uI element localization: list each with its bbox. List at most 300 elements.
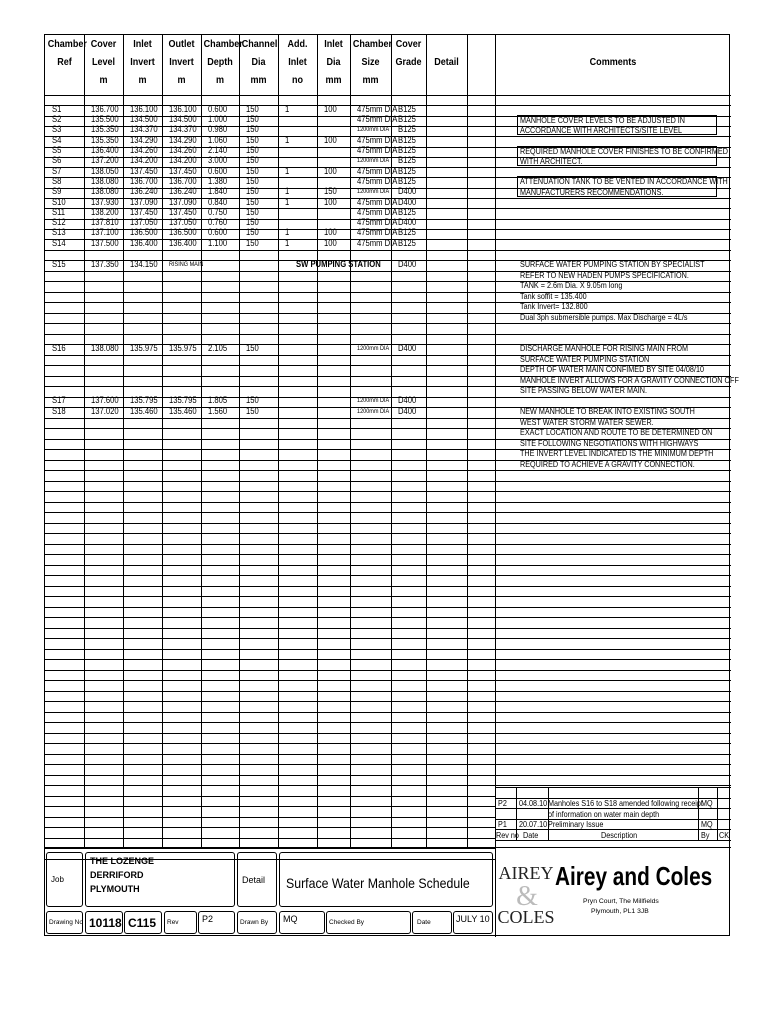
table-cell: S5 <box>52 145 62 155</box>
row-divider <box>45 302 731 303</box>
table-cell: 475mm DIA <box>357 103 398 114</box>
table-cell: 137.810 <box>91 217 119 228</box>
row-divider <box>45 775 731 776</box>
table-cell: 150 <box>246 395 259 405</box>
table-cell: 134.260 <box>169 145 197 155</box>
table-cell: B125 <box>398 175 416 186</box>
table-cell: B125 <box>398 103 416 114</box>
table-cell: 1.060 <box>208 134 228 145</box>
column-header-line: m <box>177 74 186 86</box>
table-cell: S8 <box>52 175 62 186</box>
comment-line: ATTENUATION TANK TO BE VENTED IN ACCORDANCE WITH <box>520 176 728 187</box>
table-cell: 138.080 <box>91 175 119 186</box>
column-header <box>281 35 315 89</box>
row-divider <box>45 470 731 471</box>
comment-line: MANUFACTURERS RECOMMENDATIONS. <box>520 186 664 197</box>
revision-header: CK <box>719 829 730 840</box>
comment-line: MANHOLE COVER LEVELS TO BE ADJUSTED IN <box>520 114 686 125</box>
column-header-line <box>429 71 464 89</box>
table-cell: B125 <box>398 155 416 166</box>
table-cell: 136.240 <box>169 186 197 197</box>
table-cell: 150 <box>246 175 259 186</box>
table-cell: S17 <box>52 395 66 405</box>
table-cell: 1200mm DIA <box>357 407 390 415</box>
table-cell: 135.975 <box>130 342 158 353</box>
column-header-line: m <box>138 74 147 86</box>
revision-description: of information on water main depth <box>548 808 660 819</box>
row-divider <box>45 670 731 671</box>
table-cell: 100 <box>324 237 337 248</box>
table-cell: B125 <box>398 124 416 135</box>
row-divider <box>45 659 731 660</box>
table-cell: S3 <box>52 124 62 135</box>
table-cell: 100 <box>324 196 337 207</box>
table-cell: 135.795 <box>130 395 158 405</box>
table-cell: S14 <box>52 237 66 248</box>
table-cell: 1.380 <box>208 175 228 186</box>
column-header-line <box>429 89 464 107</box>
rev-label: Rev <box>167 919 179 926</box>
row-divider <box>45 575 731 576</box>
row-divider <box>45 607 731 608</box>
table-cell: B125 <box>398 145 416 155</box>
comment-line: WEST WATER STORM WATER SEWER. <box>520 416 654 427</box>
row-divider <box>45 722 731 723</box>
table-cell: 475mm DIA <box>357 237 398 248</box>
table-cell: 137.450 <box>169 165 197 176</box>
table-cell: 150 <box>246 155 259 166</box>
table-cell: 150 <box>246 227 259 238</box>
column-header <box>319 35 347 89</box>
column-header-line <box>393 71 423 89</box>
table-cell: 137.930 <box>91 196 119 207</box>
column-header-line <box>469 53 493 71</box>
row-divider <box>45 565 731 566</box>
table-cell: 0.750 <box>208 206 228 217</box>
column-header-line: Comments <box>589 56 637 68</box>
title-block-divider <box>495 847 496 937</box>
column-header-line: Inlet <box>324 38 343 50</box>
drawing-title: Surface Water Manhole Schedule <box>286 875 470 891</box>
column-header <box>429 53 464 107</box>
comment-line: Dual 3ph submersible pumps. Max Discharge = 4L/s <box>520 311 688 322</box>
revision-col-divider <box>698 787 699 840</box>
title-block-top <box>45 847 731 848</box>
comment-line: TANK = 2.6m Dia. X 9.05m long <box>520 280 623 290</box>
row-divider <box>45 649 731 650</box>
comment-line: NEW MANHOLE TO BREAK INTO EXISTING SOUTH <box>520 406 695 416</box>
table-cell: 137.500 <box>91 237 119 248</box>
table-cell: 475mm DIA <box>357 165 398 176</box>
drawing-number: 10118 <box>89 916 122 930</box>
comment-line: MANHOLE INVERT ALLOWS FOR A GRAVITY CONNECTION OFF <box>520 374 739 385</box>
table-cell: 135.500 <box>91 114 119 125</box>
table-cell: 1200mm DIA <box>357 126 390 134</box>
column-header-line: Chamber <box>47 38 87 50</box>
revision-description: Preliminary Issue <box>548 819 604 829</box>
table-cell: B125 <box>398 227 416 238</box>
table-cell: 134.290 <box>130 134 158 145</box>
table-cell: 135.460 <box>130 405 158 416</box>
job-line: THE LOZENGE <box>90 856 155 866</box>
checked-by-label: Checked By <box>329 919 365 926</box>
table-cell: 134.260 <box>130 145 158 155</box>
table-cell: 136.400 <box>169 237 197 248</box>
drawn-by-value: MQ <box>283 914 298 924</box>
comment-line: REQUIRED MANHOLE COVER FINISHES TO BE CONFIRMED <box>520 145 728 156</box>
column-header <box>469 35 493 89</box>
column-header-line: Channel <box>241 38 278 50</box>
table-cell: 0.980 <box>208 124 228 135</box>
comment-line: DEPTH OF WATER MAIN CONFIMED BY SITE 04/08/10 <box>520 364 704 374</box>
comment-line: SITE PASSING BELOW WATER MAIN. <box>520 385 648 395</box>
table-cell: 150 <box>246 124 259 135</box>
table-cell: 150 <box>246 103 259 114</box>
table-cell: D400 <box>398 395 417 405</box>
revision-date: 04.08.10 <box>519 798 548 808</box>
table-cell: 136.100 <box>130 103 158 114</box>
table-cell: 1200mm DIA <box>357 188 390 196</box>
column-header-line: Chamber <box>203 38 243 50</box>
row-divider <box>45 596 731 597</box>
row-divider <box>45 712 731 713</box>
logo-bottom: COLES <box>497 907 555 927</box>
logo-top: AIREY <box>498 863 554 883</box>
table-cell: 1.000 <box>208 114 228 125</box>
column-header <box>203 35 243 89</box>
column-header <box>87 35 121 89</box>
column-header <box>165 35 199 89</box>
column-header-line <box>469 35 493 53</box>
revision-header: Description <box>601 829 638 840</box>
revision-number: P1 <box>498 819 507 829</box>
table-cell: 137.450 <box>169 206 197 217</box>
table-cell: 138.080 <box>91 342 119 353</box>
column-header-line: Add. <box>287 38 308 50</box>
row-divider <box>45 680 731 681</box>
table-cell: 134.370 <box>130 124 158 135</box>
row-divider <box>45 544 731 545</box>
table-cell: S13 <box>52 227 66 238</box>
column-header <box>512 53 715 107</box>
drawing-code: C115 <box>128 916 157 930</box>
revision-number: P2 <box>498 798 507 808</box>
column-header-line: Grade <box>395 56 422 68</box>
table-cell: 134.290 <box>169 134 197 145</box>
table-cell: 475mm DIA <box>357 145 398 155</box>
row-divider <box>45 754 731 755</box>
job-line: PLYMOUTH <box>90 884 140 894</box>
table-cell: 138.200 <box>91 206 119 217</box>
row-divider <box>45 523 731 524</box>
table-cell: S12 <box>52 217 66 228</box>
job-label: Job <box>51 875 64 884</box>
detail-label: Detail <box>242 875 266 885</box>
revision-description: Manholes S16 to S18 amended following receipt <box>548 798 703 808</box>
table-cell: 137.090 <box>130 196 158 207</box>
date-label: Date <box>417 919 431 926</box>
column-header-line: mm <box>250 74 267 86</box>
column-header-line: Dia <box>251 56 266 68</box>
row-divider <box>45 806 495 807</box>
table-cell: 150 <box>246 237 259 248</box>
table-cell: B125 <box>398 206 416 217</box>
column-header-line <box>512 71 715 89</box>
table-cell: S18 <box>52 405 66 416</box>
table-cell: 1.805 <box>208 395 228 405</box>
column-header-line: mm <box>325 74 342 86</box>
column-header-line: Inlet <box>288 56 307 68</box>
comment-line: DISCHARGE MANHOLE FOR RISING MAIN FROM <box>520 343 689 353</box>
column-header-line <box>512 89 715 107</box>
table-cell: 1 <box>285 196 290 207</box>
table-cell: 135.795 <box>169 395 197 405</box>
table-cell: 136.400 <box>130 237 158 248</box>
column-header-line: Invert <box>169 56 194 68</box>
table-cell: 150 <box>246 114 259 125</box>
table-cell: 1200mm DIA <box>357 397 390 404</box>
table-cell: 475mm DIA <box>357 206 398 217</box>
table-cell: 1.560 <box>208 405 228 416</box>
row-divider <box>45 701 731 702</box>
column-header-line: Invert <box>130 56 155 68</box>
table-cell: 150 <box>246 165 259 176</box>
column-header <box>352 35 393 89</box>
row-divider <box>45 481 731 482</box>
company-address: Plymouth, PL1 3JB <box>591 908 649 915</box>
table-cell: D400 <box>398 342 417 353</box>
row-divider <box>45 554 731 555</box>
table-cell: 134.500 <box>169 114 197 125</box>
table-cell: 137.350 <box>91 258 119 269</box>
table-cell: 2.140 <box>208 145 228 155</box>
table-cell: 136.500 <box>169 227 197 238</box>
table-cell: 134.200 <box>169 155 197 166</box>
row-divider <box>45 281 731 282</box>
row-divider <box>45 838 495 839</box>
table-cell: S7 <box>52 165 62 176</box>
row-divider <box>45 586 731 587</box>
table-cell: 137.100 <box>91 227 119 238</box>
table-cell: B125 <box>398 134 416 145</box>
row-divider <box>45 691 731 692</box>
comment-line: THE INVERT LEVEL INDICATED IS THE MINIMUM DEPTH <box>520 448 714 458</box>
table-cell: 136.700 <box>91 103 119 114</box>
comment-line: SITE FOLLOWING NEGOTIATIONS WITH HIGHWAYS <box>520 437 699 448</box>
comment-line: WITH ARCHITECT. <box>520 155 583 166</box>
logo-artwork <box>497 853 555 931</box>
table-cell: 136.240 <box>130 186 158 197</box>
revision-by: MQ <box>701 798 713 808</box>
table-cell: RISING MAIN <box>169 260 204 268</box>
row-divider <box>45 512 731 513</box>
comment-line: EXACT LOCATION AND ROUTE TO BE DETERMINED ON <box>520 427 713 437</box>
table-cell: 100 <box>324 165 337 176</box>
table-cell: 150 <box>246 186 259 197</box>
table-cell: 135.975 <box>169 342 197 353</box>
column-header-line: Detail <box>434 56 459 68</box>
table-cell: 136.700 <box>169 175 197 186</box>
table-cell: 475mm DIA <box>357 134 398 145</box>
revision-header: Rev no <box>496 829 519 840</box>
drawing-no-label: Drawing No <box>49 919 83 926</box>
table-cell: 150 <box>246 134 259 145</box>
table-cell: S15 <box>52 258 66 269</box>
table-cell: 136.100 <box>169 103 197 114</box>
column-header-line <box>469 71 493 89</box>
row-divider <box>45 743 731 744</box>
table-cell: 136.400 <box>91 145 119 155</box>
revision-col-divider <box>717 787 718 840</box>
schedule-sheet <box>44 34 739 936</box>
table-cell: S11 <box>52 206 66 217</box>
table-cell: S9 <box>52 186 62 197</box>
column-header <box>126 35 160 89</box>
table-cell: S1 <box>52 103 62 114</box>
table-cell: 136.700 <box>130 175 158 186</box>
column-header-line: Depth <box>207 56 233 68</box>
column-header-line: Inlet <box>133 38 152 50</box>
comment-line: ACCORDANCE WITH ARCHITECTS/SITE LEVEL <box>520 124 683 135</box>
table-cell: D400 <box>398 196 417 207</box>
table-cell: 134.500 <box>130 114 158 125</box>
table-cell: 150 <box>246 196 259 207</box>
row-divider <box>45 796 495 797</box>
table-cell: 100 <box>324 134 337 145</box>
table-cell: D400 <box>398 186 417 197</box>
table-cell: 2.105 <box>208 342 228 353</box>
rev-value: P2 <box>202 914 214 924</box>
table-cell: 0.600 <box>208 165 228 176</box>
row-divider <box>45 292 731 293</box>
table-cell: 1200mm DIA <box>357 344 390 352</box>
table-cell: B125 <box>398 237 416 248</box>
row-divider <box>45 638 731 639</box>
row-divider <box>45 334 731 335</box>
note-outline <box>517 146 717 167</box>
table-cell: 1200mm DIA <box>357 157 390 165</box>
column-header-line: Dia <box>326 56 341 68</box>
table-cell: B125 <box>398 165 416 176</box>
comment-line: Tank Invert= 132.800 <box>520 301 588 311</box>
table-cell: 137.050 <box>169 217 197 228</box>
row-divider <box>45 95 731 96</box>
table-cell: 135.350 <box>91 134 119 145</box>
table-cell: D400 <box>398 258 417 269</box>
table-cell: 1 <box>285 227 290 238</box>
table-cell: D400 <box>398 217 417 228</box>
table-cell: 137.450 <box>130 206 158 217</box>
row-divider <box>45 502 731 503</box>
row-divider <box>45 848 495 849</box>
table-cell: 137.020 <box>91 405 119 416</box>
table-cell: 134.370 <box>169 124 197 135</box>
table-cell: 1 <box>285 237 290 248</box>
table-cell: S2 <box>52 114 62 125</box>
column-header-line: m <box>215 74 225 86</box>
company-address: Pryn Court, The Millfields <box>583 898 659 905</box>
table-cell: 137.050 <box>130 217 158 228</box>
date-value: JULY 10 <box>456 914 490 924</box>
row-divider <box>45 827 495 828</box>
table-cell: B125 <box>398 114 416 125</box>
table-cell: 100 <box>324 103 337 114</box>
table-cell: 3.000 <box>208 155 228 166</box>
table-cell: 0.600 <box>208 103 228 114</box>
table-cell: 137.450 <box>130 165 158 176</box>
company-logo <box>497 853 555 931</box>
revision-date: 20.07.10 <box>519 819 548 829</box>
column-header-line: Chamber <box>352 38 393 50</box>
table-cell: 0.600 <box>208 227 228 238</box>
table-cell: S16 <box>52 342 66 353</box>
table-cell: 137.090 <box>169 196 197 207</box>
table-cell: 475mm DIA <box>357 175 398 186</box>
column-header-line: Level <box>91 56 116 68</box>
column-header-line: no <box>291 74 304 86</box>
table-cell: 135.460 <box>169 405 197 416</box>
table-cell: D400 <box>398 405 417 416</box>
column-header <box>242 35 276 89</box>
logo-ampersand: & <box>516 881 538 912</box>
row-divider <box>45 250 731 251</box>
table-cell: 1.100 <box>208 237 228 248</box>
table-cell: 136.500 <box>130 227 158 238</box>
row-divider <box>45 617 731 618</box>
table-cell: 0.760 <box>208 217 228 228</box>
row-divider <box>45 628 731 629</box>
row-divider <box>45 817 495 818</box>
table-cell: 1 <box>285 186 290 197</box>
revision-divider <box>495 840 731 841</box>
revision-header: By <box>701 829 710 840</box>
company-name: Airey and Coles <box>555 861 713 891</box>
column-header-line: Size <box>361 56 380 68</box>
column-header <box>47 35 87 89</box>
table-cell: S4 <box>52 134 62 145</box>
table-cell: 1.840 <box>208 186 228 197</box>
revision-header: Date <box>523 829 539 840</box>
comment-line: SURFACE WATER PUMPING STATION <box>520 353 650 364</box>
column-header-line: Ref <box>57 56 72 68</box>
column-header-line <box>48 71 82 89</box>
table-cell: 1 <box>285 165 290 176</box>
table-cell: 138.050 <box>91 165 119 176</box>
table-cell: 134.200 <box>130 155 158 166</box>
note-outline <box>517 115 717 136</box>
table-cell: S10 <box>52 196 66 207</box>
column-header-line: mm <box>362 74 379 86</box>
table-cell: 150 <box>246 217 259 228</box>
table-cell: 135.350 <box>91 124 119 135</box>
table-cell: 134.150 <box>130 258 158 269</box>
column-header <box>393 35 423 89</box>
table-cell: 1 <box>285 103 290 114</box>
column-header-line: Outlet <box>168 38 195 50</box>
table-cell: 475mm DIA <box>357 217 398 228</box>
table-cell: 137.200 <box>91 155 119 166</box>
row-divider <box>45 764 731 765</box>
column-header-line: Cover <box>395 38 422 50</box>
column-header-line: Cover <box>90 38 117 50</box>
table-cell: 150 <box>246 342 259 353</box>
table-cell: 475mm DIA <box>357 114 398 125</box>
table-cell: 150 <box>246 206 259 217</box>
table-cell: 1 <box>285 134 290 145</box>
row-divider <box>45 533 731 534</box>
note-outline <box>517 176 717 197</box>
comment-line: REFER TO NEW HADEN PUMPS SPECIFICATION. <box>520 269 689 280</box>
